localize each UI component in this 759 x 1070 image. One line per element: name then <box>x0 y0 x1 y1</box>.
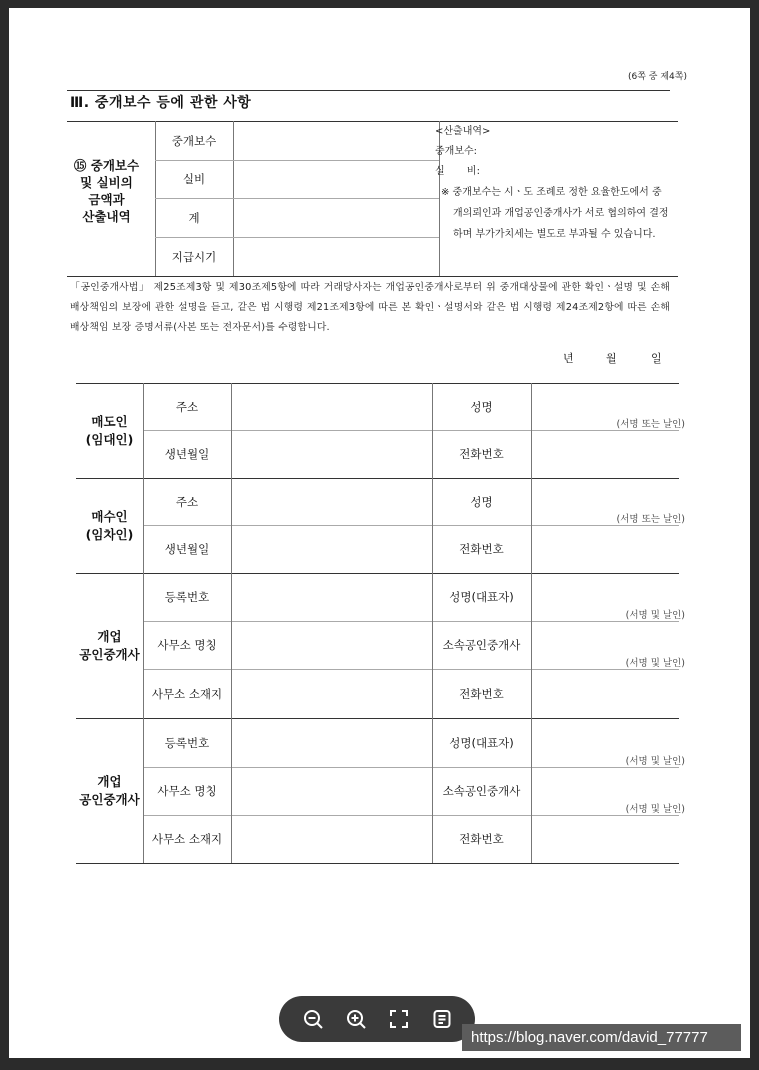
fullscreen-icon <box>388 1008 410 1030</box>
seller-address-label: 주소 <box>175 399 199 414</box>
buyer-address-label: 주소 <box>175 494 199 509</box>
buyer-birth-label: 생년월일 <box>164 542 210 556</box>
agent2-rep-name-label: 성명(대표자) <box>449 735 514 750</box>
blog-watermark: https://blog.naver.com/david_77777 <box>462 1024 741 1051</box>
zoom-out-button[interactable] <box>299 1005 327 1033</box>
zoom-in-icon <box>345 1008 367 1030</box>
agent2-affiliated-label: 소속공인중개사 <box>442 784 521 798</box>
fee-amount-field[interactable] <box>234 122 438 159</box>
fee-note: ※ 중개보수는 시ㆍ도 조례로 정한 요율한도에서 중개의뢰인과 개업공인중개사가 서로 협의하여 결정하며 부가가치세는 별도로 부과될 수 있습니다. <box>441 187 669 240</box>
agent2-phone-label: 전화번호 <box>459 832 504 846</box>
agent1-reg-no-label: 등록번호 <box>164 590 210 604</box>
seller-phone-label: 전화번호 <box>459 447 504 461</box>
zoom-in-button[interactable] <box>342 1005 370 1033</box>
date-year: 년 <box>563 352 574 365</box>
seller-name-label: 성명 <box>470 399 493 414</box>
expense-amount-field[interactable] <box>234 161 438 197</box>
payment-time-field[interactable] <box>234 238 438 275</box>
expense-row-label: 실비 <box>182 172 206 186</box>
viewer-toolbar <box>279 996 475 1042</box>
agent1-office-name-label: 사무소 명칭 <box>157 638 217 652</box>
seller-label: 매도인 (임대인) <box>85 413 134 447</box>
fee-heading: ⑮ 중개보수 및 실비의 금액과 산출내역 <box>73 157 140 224</box>
section-title: Ⅲ. 중개보수 등에 관한 사항 <box>70 95 252 111</box>
zoom-out-icon <box>302 1008 324 1030</box>
total-amount-field[interactable] <box>234 199 438 236</box>
document-icon <box>431 1008 453 1030</box>
agent1-sign-note-1: (서명 및 날인) <box>625 610 685 621</box>
document-button[interactable] <box>428 1005 456 1033</box>
calculation-details: <산출내역> 중개보수: 실 비: ※ 중개보수는 시ㆍ도 조례로 정한 요율한도에서 중개의뢰인과 개업공인중개사가 서로 협의하여 결정하며 부가가치세는 별도로 부과될 수 있습니다. <box>435 122 671 245</box>
agent2-label: 개업 공인중개사 <box>79 773 140 807</box>
date-day: 일 <box>651 352 662 365</box>
buyer-sign-note: (서명 또는 날인) <box>616 514 685 525</box>
header-rule <box>67 90 670 91</box>
agent2-reg-no-label: 등록번호 <box>164 735 210 750</box>
buyer-label: 매수인 (임차인) <box>85 508 134 542</box>
date-month: 월 <box>606 352 617 365</box>
agent1-office-addr-label: 사무소 소재지 <box>151 686 223 701</box>
agent2-sign-note-2: (서명 및 날인) <box>625 804 685 815</box>
agent2-office-name-label: 사무소 명칭 <box>157 784 217 798</box>
agent2-office-addr-label: 사무소 소재지 <box>151 832 223 846</box>
agent1-rep-name-label: 성명(대표자) <box>449 590 514 604</box>
agent1-label: 개업 공인중개사 <box>79 628 140 662</box>
seller-sign-note: (서명 또는 날인) <box>616 419 685 430</box>
agent1-affiliated-label: 소속공인중개사 <box>442 638 521 652</box>
buyer-phone-label: 전화번호 <box>459 542 504 556</box>
fullscreen-button[interactable] <box>385 1005 413 1033</box>
agent2-sign-note-1: (서명 및 날인) <box>625 756 685 767</box>
agent1-sign-note-2: (서명 및 날인) <box>625 658 685 669</box>
seller-birth-label: 생년월일 <box>164 447 210 461</box>
receipt-statement: 「공인중개사법」 제25조제3항 및 제30조제5항에 따라 거래당사자는 개업공인중개사로부터 위 중개대상물에 관한 확인ㆍ설명 및 손해배상책임의 보장에 관한 설명을 듣고, 같은 법 시행령 제21조제3항에 따른 본 확인ㆍ설명서와 같은 법 시행령 제24조제2항에 따른 손해배상책임 보장 증명서류(사본 또는 전자문서)를 수령합니다. <box>70 282 670 333</box>
fee-row-label: 중개보수 <box>171 133 217 148</box>
agent1-phone-label: 전화번호 <box>459 686 504 701</box>
buyer-name-label: 성명 <box>470 494 493 509</box>
page-number: (6쪽 중 제4쪽) <box>628 72 687 82</box>
total-row-label: 계 <box>188 210 200 225</box>
payment-time-label: 지급시기 <box>171 249 217 264</box>
fee-bottom-rule <box>67 276 678 277</box>
